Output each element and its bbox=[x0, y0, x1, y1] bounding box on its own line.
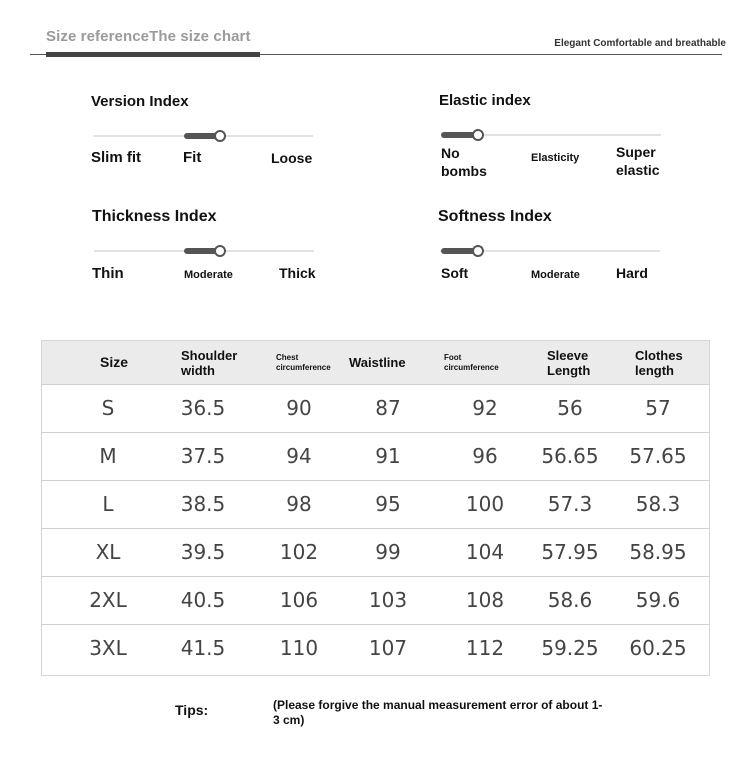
table-cell: 90 bbox=[286, 396, 312, 420]
index-fill bbox=[184, 133, 218, 139]
table-cell: XL bbox=[95, 540, 121, 564]
table-header-sleeve-length: Sleeve Length bbox=[547, 347, 591, 378]
elastic-index bbox=[439, 92, 679, 182]
table-header-chest-circumference: Chest circumference bbox=[276, 352, 331, 372]
index-option-hard: Hard bbox=[616, 265, 648, 281]
table-cell: 100 bbox=[465, 492, 505, 516]
table-cell: 57.3 bbox=[547, 492, 593, 516]
table-cell: 41.5 bbox=[180, 636, 226, 660]
table-header-waistline: Waistline bbox=[349, 355, 406, 370]
index-track bbox=[441, 134, 661, 136]
index-fill bbox=[441, 132, 475, 138]
table-cell: 58.3 bbox=[635, 492, 681, 516]
header-accent-bar bbox=[46, 52, 260, 57]
index-track bbox=[440, 250, 660, 252]
table-cell: 94 bbox=[286, 444, 312, 468]
page-title: Size referenceThe size chart bbox=[46, 28, 251, 45]
version-index bbox=[91, 93, 331, 183]
table-cell: 37.5 bbox=[180, 444, 226, 468]
index-option-elasticity: Elasticity bbox=[531, 152, 580, 164]
table-row bbox=[42, 528, 709, 577]
index-knob bbox=[214, 130, 226, 142]
table-cell: 108 bbox=[465, 588, 505, 612]
index-fill bbox=[184, 248, 218, 254]
table-cell: 92 bbox=[472, 396, 498, 420]
table-cell: 39.5 bbox=[180, 540, 226, 564]
index-option-no-bombs: No bombs bbox=[441, 145, 487, 179]
table-cell: 103 bbox=[368, 588, 408, 612]
softness-index bbox=[438, 208, 678, 298]
table-cell: 96 bbox=[472, 444, 498, 468]
index-knob bbox=[472, 129, 484, 141]
table-cell: 91 bbox=[375, 444, 401, 468]
index-option-thick: Thick bbox=[279, 265, 316, 281]
index-title: Softness Index bbox=[438, 208, 552, 225]
tips-text: (Please forgive the manual measurement error of about 1-3 cm) bbox=[273, 698, 603, 727]
index-track bbox=[94, 250, 314, 252]
index-option-loose: Loose bbox=[271, 150, 313, 166]
table-cell: 110 bbox=[279, 636, 319, 660]
table-cell: 60.25 bbox=[629, 636, 687, 660]
index-track bbox=[93, 135, 313, 137]
table-header-clothes-length: Clothes length bbox=[635, 347, 683, 378]
index-option-moderate: Moderate bbox=[184, 269, 233, 281]
table-cell: 106 bbox=[279, 588, 319, 612]
table-cell: 95 bbox=[375, 492, 401, 516]
table-row bbox=[42, 480, 709, 529]
index-knob bbox=[472, 245, 484, 257]
index-knob bbox=[214, 245, 226, 257]
table-cell: 57.65 bbox=[629, 444, 687, 468]
table-cell: L bbox=[102, 492, 114, 516]
index-fill bbox=[441, 248, 475, 254]
table-header-foot-circumference: Foot circumference bbox=[444, 352, 499, 372]
index-option-slim-fit: Slim fit bbox=[91, 149, 142, 166]
index-option-fit: Fit bbox=[183, 149, 202, 166]
table-cell: 58.6 bbox=[547, 588, 593, 612]
index-title: Version Index bbox=[91, 93, 189, 110]
table-cell: 38.5 bbox=[180, 492, 226, 516]
table-cell: 98 bbox=[286, 492, 312, 516]
table-cell: 36.5 bbox=[180, 396, 226, 420]
table-cell: S bbox=[101, 396, 115, 420]
table-header-size: Size bbox=[100, 354, 129, 370]
table-row bbox=[42, 384, 709, 433]
table-cell: 102 bbox=[279, 540, 319, 564]
thickness-index bbox=[92, 208, 332, 298]
table-cell: 57 bbox=[645, 396, 671, 420]
table-cell: 58.95 bbox=[629, 540, 687, 564]
table-cell: 99 bbox=[375, 540, 401, 564]
table-row bbox=[42, 432, 709, 481]
index-title: Elastic index bbox=[439, 92, 531, 109]
table-cell: 2XL bbox=[89, 588, 127, 612]
table-row bbox=[42, 624, 709, 672]
table-cell: 104 bbox=[465, 540, 505, 564]
header-tagline: Elegant Comfortable and breathable bbox=[554, 38, 726, 49]
table-cell: 107 bbox=[368, 636, 408, 660]
table-cell: 57.95 bbox=[541, 540, 599, 564]
index-option-thin: Thin bbox=[92, 265, 124, 282]
table-cell: 40.5 bbox=[180, 588, 226, 612]
table-header-row bbox=[42, 341, 709, 385]
table-cell: 59.6 bbox=[635, 588, 681, 612]
index-title: Thickness Index bbox=[92, 208, 217, 225]
table-cell: 56.65 bbox=[541, 444, 599, 468]
table-cell: 59.25 bbox=[541, 636, 599, 660]
table-cell: 112 bbox=[465, 636, 505, 660]
table-cell: M bbox=[99, 444, 117, 468]
table-cell: 3XL bbox=[89, 636, 127, 660]
index-option-soft: Soft bbox=[441, 265, 469, 281]
size-table bbox=[41, 340, 710, 676]
index-option-super-elastic: Super elastic bbox=[616, 144, 660, 178]
index-option-moderate: Moderate bbox=[531, 269, 580, 281]
table-header-shoulder-width: Shoulder width bbox=[181, 347, 238, 378]
table-cell: 87 bbox=[375, 396, 401, 420]
table-cell: 56 bbox=[557, 396, 583, 420]
table-row bbox=[42, 576, 709, 625]
tips-label: Tips: bbox=[175, 702, 209, 718]
